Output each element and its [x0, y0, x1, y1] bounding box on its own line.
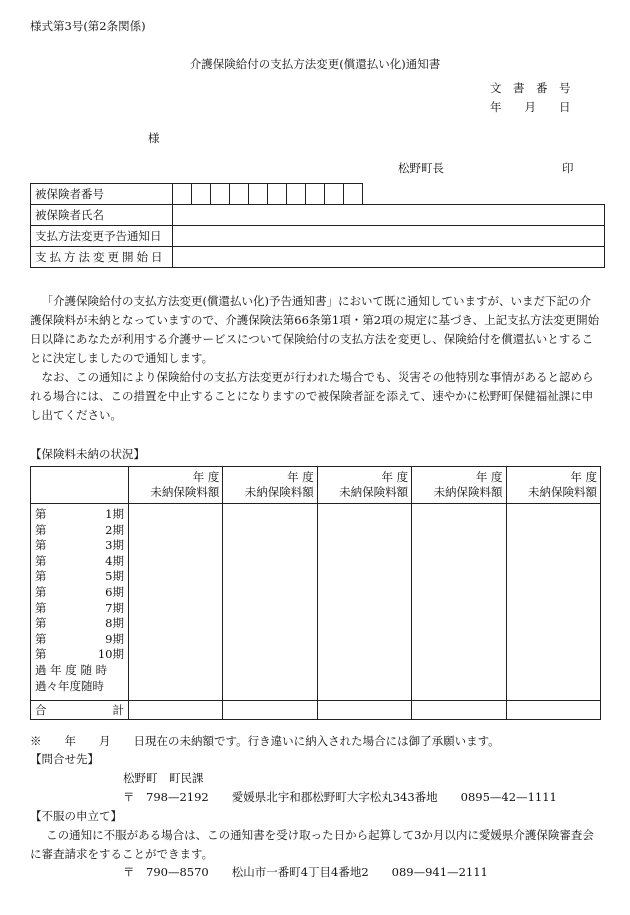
- unpaid-status-table: [30, 466, 601, 720]
- period-row: [35, 601, 124, 617]
- period-row: [35, 632, 124, 648]
- period-prefix: 過 年 度 随 時: [35, 662, 108, 677]
- period-prefix: 第: [35, 631, 47, 646]
- total-cell[interactable]: [506, 701, 600, 720]
- recipient-suffix: 様: [148, 131, 160, 145]
- notice-paragraph-1: 「介護保険給付の支払方法変更(償還払い化)予告通知書」において既に通知していますが、いまだ下記の介護保険料が未納となっていますので、介護保険法第66条第1項・第2項の規定に基づき、上記支払方法変更開始日以降にあなたが利用する介護サービスについて保険給付の支払方法を変更し、保険給付を償還払いとすることに決定しましたので通知します。: [30, 294, 600, 365]
- amount-cell[interactable]: [223, 504, 317, 701]
- appeal-heading: 【不服の申立て】: [30, 809, 122, 823]
- period-row: [35, 554, 124, 570]
- period-row: [35, 663, 124, 679]
- change-start-date-field[interactable]: [173, 247, 605, 268]
- period-list-cell: [31, 504, 129, 701]
- document-title: 介護保険給付の支払方法変更(償還払い化)通知書: [189, 57, 441, 71]
- period-row: [35, 538, 124, 554]
- info-row-number: [31, 184, 605, 205]
- period-label: 9期: [105, 631, 124, 646]
- total-cell[interactable]: [223, 701, 317, 720]
- year-column-header: 年 度 未納保険料額: [412, 467, 506, 504]
- change-start-date-label: [31, 247, 173, 268]
- document-number-label: 文 書 番 号: [490, 81, 571, 95]
- digit-box[interactable]: [306, 184, 325, 205]
- period-prefix: 第: [35, 522, 47, 537]
- period-label: 6期: [105, 584, 124, 599]
- period-prefix: 第: [35, 538, 47, 553]
- total-cell[interactable]: [412, 701, 506, 720]
- period-label: 2期: [105, 522, 124, 537]
- inquiry-address: 〒 798—2192 愛媛県北宇和郡松野町大字松丸343番地 0895—42—1111: [123, 790, 557, 804]
- period-row: [35, 647, 124, 663]
- appeal-address: 〒 790—8570 松山市一番町4丁目4番地2 089—941—2111: [123, 865, 488, 879]
- period-prefix: 第: [35, 569, 47, 584]
- period-label: 3期: [105, 538, 124, 553]
- digit-box[interactable]: [325, 184, 344, 205]
- amount-cell[interactable]: [412, 504, 506, 701]
- appeal-text: この通知に不服がある場合は、この通知書を受け取った日から起算して3か月以内に愛媛県介護保険審査会に審査請求をすることができます。: [30, 828, 594, 861]
- year-column-header: 年 度 未納保険料額: [223, 467, 317, 504]
- period-prefix: 第: [35, 584, 47, 599]
- period-list: [31, 504, 128, 694]
- notice-body: [30, 292, 600, 425]
- year-column-header: 年 度 未納保険料額: [506, 467, 600, 504]
- change-start-date-label-text: 支払方法変更開始日: [35, 250, 166, 264]
- digit-box[interactable]: [211, 184, 230, 205]
- digit-box[interactable]: [230, 184, 249, 205]
- digit-box[interactable]: [249, 184, 268, 205]
- period-prefix: 過々年度随時: [35, 678, 104, 693]
- digit-box[interactable]: [173, 184, 192, 205]
- inquiry-organization: 松野町 町民課: [123, 771, 204, 785]
- period-row: [35, 569, 124, 585]
- seal-mark: 印: [562, 161, 574, 175]
- digit-box[interactable]: [344, 184, 363, 205]
- insured-number-label: 被保険者番号: [31, 184, 173, 205]
- period-label: 1期: [105, 507, 124, 521]
- form-label: 様式第3号(第2条関係): [30, 19, 146, 33]
- year-column-header: 年 度 未納保険料額: [317, 467, 411, 504]
- inquiry-heading: 【問合せ先】: [30, 752, 99, 766]
- sender-name: 松野町長: [398, 161, 444, 175]
- period-row: [35, 679, 124, 695]
- period-label: 4期: [105, 553, 124, 568]
- period-label: 10期: [97, 647, 124, 662]
- period-prefix: 第: [35, 647, 47, 662]
- unpaid-heading: 【保険料未納の状況】: [30, 447, 145, 461]
- insured-info-table: [30, 183, 605, 268]
- total-cell[interactable]: [129, 701, 223, 720]
- advance-notice-date-label: 支払方法変更予告通知日: [31, 226, 173, 247]
- amount-cell[interactable]: [506, 504, 600, 701]
- advance-notice-date-field[interactable]: [173, 226, 605, 247]
- period-label: 8期: [105, 616, 124, 631]
- digit-box[interactable]: [192, 184, 211, 205]
- amount-cell[interactable]: [129, 504, 223, 701]
- total-cell[interactable]: [317, 701, 411, 720]
- period-prefix: 第: [35, 616, 47, 631]
- period-row: [35, 616, 124, 632]
- digit-box[interactable]: [287, 184, 306, 205]
- period-row: [35, 585, 124, 601]
- notice-paragraph-2: なお、この通知により保険給付の支払方法変更が行われた場合でも、災害その他特別な事情があると認められる場合には、この措置を中止することになりますので被保険者証を添えて、速やかに松野町保健福祉課に申し出てください。: [30, 370, 594, 422]
- year-column-header: 年 度 未納保険料額: [129, 467, 223, 504]
- insured-name-field[interactable]: [173, 205, 605, 226]
- period-label: 7期: [105, 600, 124, 615]
- as-of-note: ※ 年 月 日現在の未納額です。行き違いに納入された場合には御了承願います。: [30, 734, 500, 748]
- period-prefix: 第: [35, 553, 47, 568]
- date-label: 年 月 日: [490, 100, 571, 114]
- total-label: 合 計: [31, 701, 129, 720]
- amount-cell[interactable]: [317, 504, 411, 701]
- digit-box[interactable]: [268, 184, 287, 205]
- period-row: [35, 507, 124, 523]
- period-prefix: 第: [35, 507, 47, 521]
- period-prefix: 第: [35, 600, 47, 615]
- insured-name-label: 被保険者氏名: [31, 205, 173, 226]
- period-label: 5期: [105, 569, 124, 584]
- period-row: [35, 523, 124, 539]
